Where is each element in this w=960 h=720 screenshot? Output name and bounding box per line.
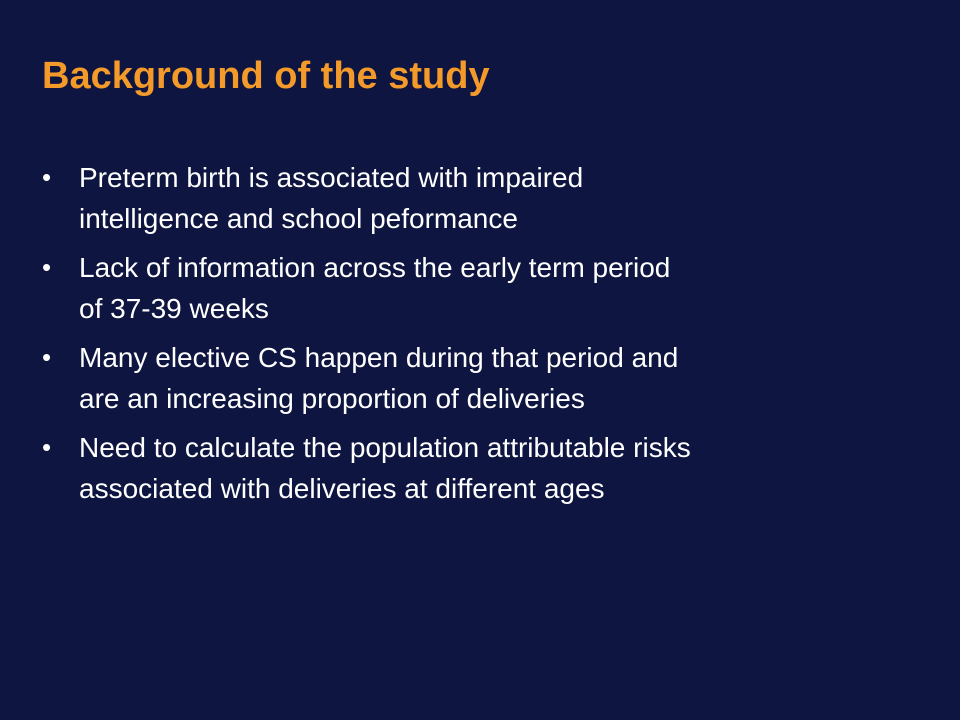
bullet-list (42, 157, 922, 517)
bullet-item (42, 337, 922, 419)
bullet-line: intelligence and school peformance (79, 203, 518, 234)
bullet-line: Preterm birth is associated with impaired (79, 162, 584, 193)
bullet-line: associated with deliveries at different ages (79, 473, 605, 504)
bullet-line: Lack of information across the early term period (79, 252, 671, 283)
bullet-line: Need to calculate the population attributable risks (79, 432, 691, 463)
bullet-point-icon: • (42, 162, 52, 192)
bullet-item (42, 427, 922, 509)
bullet-text (79, 337, 678, 419)
bullet-point-icon: • (42, 432, 52, 462)
bullet-item (42, 247, 922, 329)
bullet-point-icon: • (42, 252, 52, 282)
bullet-text (79, 247, 670, 329)
bullet-line: of 37-39 weeks (79, 293, 269, 324)
slide-title: Background of the study (42, 55, 490, 97)
bullet-line: are an increasing proportion of deliveries (79, 383, 585, 414)
bullet-text (79, 427, 691, 509)
bullet-item (42, 157, 922, 239)
bullet-point-icon: • (42, 342, 52, 372)
bullet-text (79, 157, 583, 239)
bullet-line: Many elective CS happen during that period and (79, 342, 679, 373)
